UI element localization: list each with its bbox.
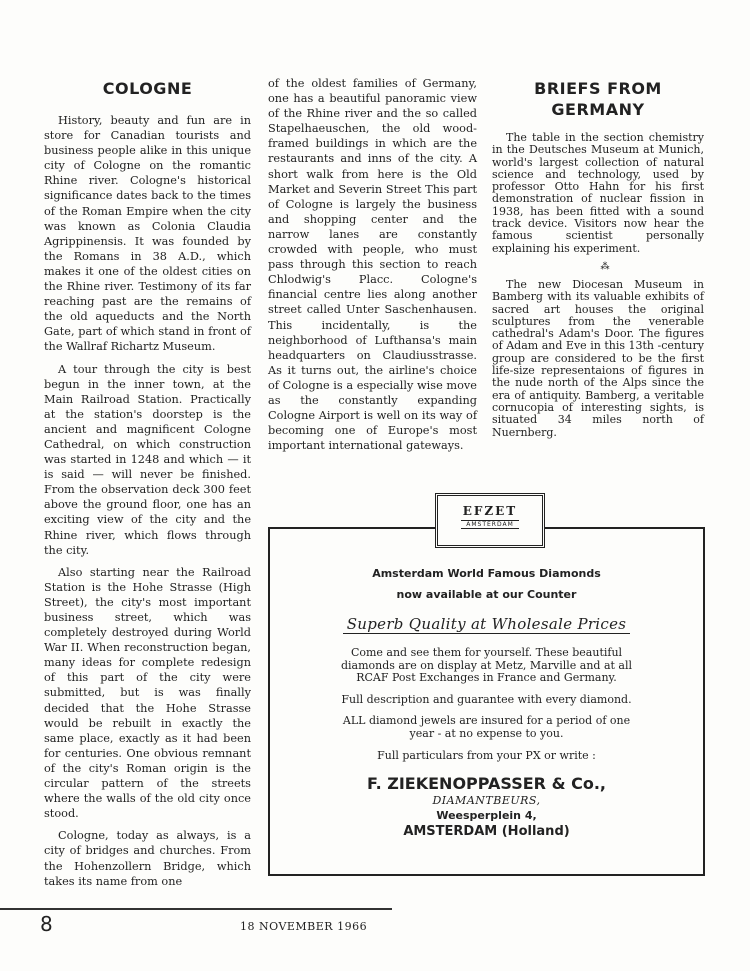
cologne-paragraph: Also starting near the Railroad Station is the Hohe Strasse (High Street), the city's most important business street, which was completely destroyed during World War II. When reconstruction began, many ideas for complete redesign of this part of the city were submitted, but is was finally decided that the Hohe Strasse would be rebuilt in exactly the same place, exactly as it had been for centuries. One obvious remnant of the city's Roman origin is the circular pattern of the streets where the walls of the old city once stood. — [44, 565, 251, 821]
logo-brand: EFZET — [462, 504, 518, 518]
cologne-article-continued — [268, 76, 477, 460]
cologne-heading: COLOGNE — [102, 79, 193, 98]
asterism-separator: ⁂ — [600, 261, 610, 272]
issue-date: 18 NOVEMBER 1966 — [240, 920, 368, 933]
ad-subheadline: now available at our Counter — [396, 588, 577, 601]
ad-body-text: Full description and guarantee with every diamond. — [341, 692, 632, 706]
footer-rule — [0, 908, 392, 910]
ad-company-sub: DIAMANTBEURS, — [432, 794, 541, 808]
cologne-paragraph: History, beauty and fun are in store for Canadian tourists and business people alike in this unique city of Cologne on the romantic Rhine river. Cologne's historical significance dates back to the times of the Roman Empire when the city was known as Colonia Claudia Agrippinensis. It was founded by the Romans in 38 A.D., which makes it one of the oldest cities on the Rhine river. Testimony of its far reaching past are the remains of the old aqueducts and the North Gate, part of which stand in front of the Wallraf Richartz Museum. — [44, 114, 251, 354]
ad-address: Weesperplein 4, — [436, 809, 537, 823]
ad-body-text: Come and see them for yourself. These beautiful diamonds are on display at Metz, Marville and at all RCAF Post Exchanges in France and Germany. — [340, 646, 633, 685]
cologne-paragraph: A tour through the city is best begun in the inner town, at the Main Railroad Station. Practically at the station's doorstep is the ancient and magnificent Cologne Cathedral, on which construction was started in 1248 and which — it is said — will never be finished. From the observation deck 300 feet above the ground floor, one has an exciting view of the city and the Rhine river, which flows through the city. — [44, 362, 251, 557]
ad-slogan-text: Superb Quality at Wholesale Prices — [343, 615, 631, 634]
briefs-heading-line2: GERMANY — [551, 100, 645, 119]
briefs-article — [492, 76, 704, 446]
page-number: 8 — [40, 912, 53, 936]
ad-body-text: Full particulars from your PX or write : — [377, 748, 596, 762]
briefs-paragraph: The new Diocesan Museum in Bamberg with its valuable exhibits of sacred art houses the original sculptures from the venerable cathedral's Adam's Door. The figures of Adam and Eve in this 13th -century group are considered to be the first life-size representaions of figures in the nude north of the Alps since the era of antiquity. Bamberg, a veritable cornucopia of interesting sights, is situated 34 miles north of Nuernberg. — [492, 277, 704, 439]
diamond-advertisement — [268, 527, 705, 876]
briefs-heading-line1: BRIEFS FROM — [534, 79, 662, 98]
logo-city: AMSTERDAM — [461, 520, 519, 529]
briefs-paragraph: The table in the section chemistry in the Deutsches Museum at Munich, world's largest collection of natural science and technology, used by professor Otto Hahn for his first demonstration of nuclear fission in 1938, has been fitted with a sound track device. Visitors now hear the famous scientist personally explaining his experiment. — [492, 131, 704, 255]
cologne-paragraph-continued: of the oldest families of Germany, one has a beautiful panoramic view of the Rhine river and the so called Stapelhaeuschen, the old wood-framed buildings in which are the restaurants and inns of the city. A short walk from here is the Old Market and Severin Street This part of Cologne is largely the business and shopping center and the narrow lanes are constantly crowded with people, who must pass through this section to reach Chlodwig's Placc. Cologne's financial centre lies along another street called Unter Saschenhausen. This incidentally, is the neighborhood of Lufthansa's main headquarters on Claudiusstrasse. As it turns out, the airline's choice of Cologne is a especially wise move as the constantly expanding Cologne Airport is well on its way of becoming one of Europe's most important international gateways. — [268, 77, 477, 453]
ad-slogan — [270, 615, 703, 633]
efzet-logo — [435, 493, 545, 548]
cologne-article — [44, 76, 251, 896]
ad-city: AMSTERDAM (Holland) — [403, 824, 570, 840]
ad-headline: Amsterdam World Famous Diamonds — [372, 567, 601, 580]
ad-content — [270, 563, 703, 839]
cologne-paragraph: Cologne, today as always, is a city of bridges and churches. From the Hohenzollern Bridge, which takes its name from one — [44, 829, 251, 888]
ad-company-name: F. ZIEKENOPPASSER & Co., — [367, 774, 606, 794]
briefs-heading — [492, 78, 704, 120]
ad-body-text: ALL diamond jewels are insured for a period of one year - at no expense to you. — [342, 714, 631, 740]
